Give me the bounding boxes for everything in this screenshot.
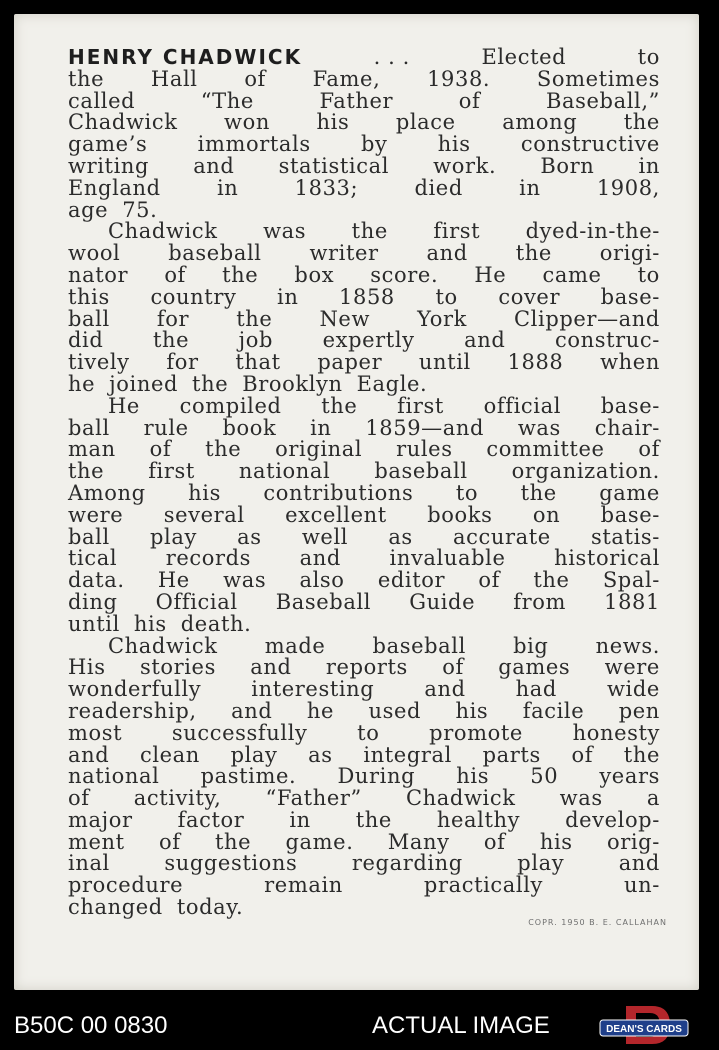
- text-line: [68, 570, 660, 592]
- text-word: promote: [429, 720, 523, 745]
- text-word: 1938.: [427, 66, 491, 91]
- text-word: the: [236, 306, 273, 331]
- actual-image-label: ACTUAL IMAGE: [372, 1012, 550, 1039]
- text-line: [68, 330, 660, 352]
- text-word: Eagle.: [356, 371, 428, 396]
- text-word: York: [417, 306, 467, 331]
- text-word: the: [192, 371, 229, 396]
- text-word: rules: [396, 437, 453, 462]
- text-line: [68, 439, 660, 461]
- text-word: national: [68, 764, 160, 789]
- text-word: orig-: [606, 829, 660, 854]
- text-word: games: [498, 655, 571, 680]
- text-word: the: [68, 66, 105, 91]
- text-word: honesty: [572, 720, 660, 745]
- text-word: died: [414, 175, 463, 200]
- text-word: inal: [68, 851, 110, 876]
- text-word: game.: [285, 829, 354, 854]
- text-word: During: [337, 764, 416, 789]
- text-word: were: [68, 502, 124, 527]
- text-word: wide: [606, 677, 660, 702]
- text-word: ding: [68, 589, 118, 614]
- text-line: [68, 197, 660, 222]
- text-word: first: [397, 393, 444, 418]
- text-word: “Father”: [265, 786, 362, 811]
- text-word: won: [224, 110, 270, 135]
- text-line: [68, 461, 660, 483]
- text-word: the: [623, 110, 660, 135]
- text-word: major: [68, 807, 133, 832]
- text-word: was: [263, 219, 307, 244]
- text-word: Elected: [481, 45, 567, 69]
- text-word: data.: [68, 568, 125, 593]
- text-line: [68, 66, 660, 91]
- text-word: well: [301, 524, 349, 549]
- text-word: Chadwick: [108, 219, 218, 244]
- text-word: base-: [600, 502, 660, 527]
- text-word: procedure: [68, 873, 184, 898]
- text-word: job: [238, 328, 274, 353]
- text-word: rule: [143, 415, 189, 440]
- text-word: this: [68, 284, 110, 309]
- text-word: news.: [595, 633, 660, 658]
- text-word: stories: [139, 655, 216, 680]
- text-word: the: [321, 393, 358, 418]
- text-line: [68, 352, 660, 374]
- text-word: most: [68, 720, 123, 745]
- text-word: statistical: [278, 153, 390, 178]
- text-word: to: [637, 262, 660, 287]
- subject-name: HENRY CHADWICK: [68, 45, 303, 69]
- text-word: the: [68, 459, 105, 484]
- text-word: ment: [68, 829, 125, 854]
- text-word: in: [289, 807, 311, 832]
- text-word: as: [237, 524, 262, 549]
- card-id-label: B50C 00 0830: [14, 1012, 168, 1039]
- text-word: 1858: [339, 284, 395, 309]
- text-word: editor: [377, 568, 446, 593]
- text-word: Father: [319, 88, 394, 113]
- text-word: the: [205, 437, 242, 462]
- text-word: writing: [68, 153, 150, 178]
- text-word: 1833;: [294, 175, 359, 200]
- text-word: used: [368, 698, 422, 723]
- text-line: [68, 766, 660, 788]
- text-line: [68, 175, 660, 200]
- text-word: from: [513, 589, 566, 614]
- text-word: of: [478, 568, 501, 593]
- text-word: to: [357, 720, 380, 745]
- text-word: were: [604, 655, 660, 680]
- text-word: national: [238, 459, 331, 484]
- text-word: first: [148, 459, 195, 484]
- text-line: [68, 371, 660, 396]
- text-line: [68, 415, 660, 440]
- text-word: practically: [423, 873, 544, 898]
- text-word: Sometimes: [536, 66, 660, 91]
- text-word: pen: [618, 698, 660, 723]
- text-word: country: [150, 284, 237, 309]
- text-word: of: [442, 655, 464, 680]
- text-word: he: [68, 371, 96, 396]
- text-word: committee: [486, 437, 605, 462]
- text-word: a: [646, 786, 660, 811]
- text-word: clean: [139, 742, 200, 767]
- text-word: as: [388, 524, 413, 549]
- text-line: [68, 720, 660, 745]
- text-line: [68, 657, 660, 679]
- text-line: [68, 742, 660, 767]
- text-word: healthy: [436, 807, 521, 832]
- text-word: changed: [68, 895, 163, 920]
- text-word: also: [299, 568, 345, 593]
- text-word: excellent: [285, 502, 387, 527]
- text-word: baseball: [374, 459, 468, 484]
- text-word: ball: [68, 524, 110, 549]
- text-word: for: [166, 350, 199, 375]
- text-word: to: [435, 284, 458, 309]
- text-word: of: [149, 437, 172, 462]
- text-word: joined: [109, 371, 179, 396]
- text-word: contributions: [263, 480, 414, 505]
- text-word: writer: [309, 241, 379, 266]
- text-word: Official: [155, 589, 238, 614]
- text-word: immortals: [197, 132, 311, 157]
- text-word: 50: [530, 764, 559, 789]
- text-line: [68, 679, 660, 701]
- text-line: [68, 221, 660, 243]
- text-word: of: [483, 829, 506, 854]
- text-word: Born: [540, 153, 595, 178]
- text-word: Brooklyn: [242, 371, 343, 396]
- text-word: had: [515, 677, 557, 702]
- text-word: organization.: [511, 459, 660, 484]
- text-word: New: [319, 306, 371, 331]
- text-word: the: [515, 241, 552, 266]
- text-line: [68, 393, 660, 418]
- text-word: suggestions: [164, 851, 298, 876]
- text-word: when: [600, 350, 660, 375]
- text-line: [68, 134, 660, 156]
- text-line: [68, 153, 660, 178]
- text-word: develop-: [565, 807, 660, 832]
- listing-footer: [0, 1002, 719, 1050]
- text-word: 1888: [507, 350, 564, 375]
- text-word: the: [351, 219, 388, 244]
- text-word: on: [532, 502, 561, 527]
- text-word: Baseball: [275, 589, 372, 614]
- text-word: base-: [600, 393, 660, 418]
- text-word: compiled: [179, 393, 282, 418]
- text-word: 1881: [604, 589, 660, 614]
- text-line: [68, 875, 660, 897]
- text-line: [68, 524, 660, 549]
- text-word: “The: [200, 88, 254, 113]
- text-word: historical: [554, 546, 660, 571]
- text-word: nator: [68, 262, 129, 287]
- text-line: [68, 306, 660, 331]
- text-word: Baseball,”: [546, 88, 660, 113]
- text-line: [68, 262, 660, 287]
- text-word: the: [520, 480, 557, 505]
- text-word: that: [235, 350, 281, 375]
- text-line: [68, 502, 660, 527]
- text-word: until: [418, 350, 471, 375]
- text-word: His: [68, 655, 106, 680]
- text-word: several: [163, 502, 245, 527]
- text-word: official: [483, 393, 562, 418]
- text-line: [68, 788, 660, 810]
- text-line: [68, 548, 660, 570]
- text-line: [68, 829, 660, 854]
- text-word: baseball: [168, 241, 262, 266]
- text-word: Clipper—and: [514, 306, 660, 331]
- text-word: box: [294, 262, 335, 287]
- text-word: un-: [624, 873, 660, 898]
- text-word: readership,: [68, 698, 197, 723]
- text-word: was: [559, 786, 603, 811]
- deans-cards-logo: [598, 1004, 690, 1046]
- text-word: today.: [176, 895, 244, 920]
- text-word: wool: [68, 241, 121, 266]
- text-word: made: [264, 633, 326, 658]
- text-word: He: [157, 568, 190, 593]
- text-word: in: [310, 415, 332, 440]
- text-word: Chadwick: [108, 633, 218, 658]
- text-word: to: [637, 45, 660, 69]
- text-word: was: [517, 415, 561, 440]
- text-word: came: [542, 262, 602, 287]
- text-word: his: [437, 132, 471, 157]
- text-word: and: [193, 153, 235, 178]
- text-word: regarding: [351, 851, 463, 876]
- text-line: [68, 284, 660, 309]
- text-word: expertly: [322, 328, 415, 353]
- text-word: place: [395, 110, 456, 135]
- text-word: Chadwick: [405, 786, 516, 811]
- text-word: he: [306, 698, 334, 723]
- text-word: his: [539, 829, 573, 854]
- text-line: [68, 897, 660, 919]
- text-word: of: [571, 742, 594, 767]
- text-word: baseball: [372, 633, 466, 658]
- text-word: to: [455, 480, 479, 505]
- text-word: pastime.: [200, 764, 297, 789]
- text-word: Among: [68, 480, 146, 505]
- text-word: in: [519, 175, 541, 200]
- text-word: his: [316, 110, 350, 135]
- card-back: [14, 14, 699, 990]
- text-word: of: [638, 437, 660, 462]
- text-word: He: [108, 393, 140, 418]
- text-word: Hall: [150, 66, 198, 91]
- text-word: 1908,: [596, 175, 660, 200]
- text-word: his: [133, 611, 167, 636]
- text-word: his: [455, 698, 489, 723]
- text-word: ball: [68, 306, 110, 331]
- text-word: original: [275, 437, 363, 462]
- text-word: in: [277, 284, 299, 309]
- text-word: game: [599, 480, 660, 505]
- text-word: Spal-: [602, 568, 660, 593]
- text-word: called: [68, 88, 136, 113]
- text-word: man: [68, 437, 116, 462]
- text-word: facile: [522, 698, 585, 723]
- text-word: the: [533, 568, 570, 593]
- text-line: [68, 698, 660, 723]
- text-word: and: [250, 655, 292, 680]
- text-word: in: [638, 153, 660, 178]
- text-word: for: [156, 306, 190, 331]
- text-word: books: [427, 502, 493, 527]
- text-word: years: [599, 764, 660, 789]
- text-word: the: [623, 742, 660, 767]
- text-word: . . .: [373, 45, 410, 69]
- text-word: invaluable: [389, 546, 506, 571]
- text-line: [68, 480, 660, 505]
- text-line: [68, 853, 660, 875]
- text-word: Guide: [409, 589, 476, 614]
- text-word: tical: [68, 546, 118, 571]
- text-word: big: [513, 633, 549, 658]
- text-line: [68, 611, 660, 636]
- text-word: constructive: [520, 132, 660, 157]
- text-word: the: [222, 262, 259, 287]
- text-word: the: [355, 807, 392, 832]
- text-word: and: [231, 698, 273, 723]
- text-word: parts: [482, 742, 541, 767]
- text-word: by: [360, 132, 388, 157]
- logo-text: DEAN'S CARDS: [606, 1024, 682, 1035]
- text-word: records: [165, 546, 252, 571]
- text-word: among: [502, 110, 578, 135]
- text-word: first: [433, 219, 481, 244]
- text-word: and: [299, 546, 341, 571]
- text-word: was: [223, 568, 267, 593]
- text-word: of: [458, 88, 481, 113]
- text-word: of: [159, 829, 181, 854]
- text-word: 75.: [122, 197, 158, 222]
- text-word: his: [456, 764, 490, 789]
- text-word: dyed-in-the-: [525, 219, 660, 244]
- text-word: accurate: [453, 524, 551, 549]
- text-word: integral: [363, 742, 452, 767]
- text-word: chair-: [594, 415, 660, 440]
- text-word: remain: [264, 873, 343, 898]
- text-word: wonderfully: [68, 677, 202, 702]
- text-line: [68, 589, 660, 614]
- text-word: Many: [387, 829, 450, 854]
- text-line: [68, 88, 660, 113]
- text-word: activity,: [133, 786, 222, 811]
- text-word: play: [230, 742, 278, 767]
- text-word: base-: [600, 284, 660, 309]
- text-word: successfully: [171, 720, 308, 745]
- text-word: ball: [68, 415, 110, 440]
- text-word: age: [68, 197, 109, 222]
- text-word: work.: [433, 153, 497, 178]
- text-word: the: [152, 328, 190, 353]
- text-word: of: [164, 262, 186, 287]
- text-word: his: [188, 480, 221, 505]
- text-word: book: [222, 415, 277, 440]
- text-word: and: [618, 851, 660, 876]
- text-word: did: [68, 328, 104, 353]
- text-word: score.: [370, 262, 439, 287]
- text-word: origi-: [599, 241, 660, 266]
- text-word: the: [214, 829, 252, 854]
- text-word: until: [68, 611, 120, 636]
- text-word: and: [426, 241, 468, 266]
- text-word: and: [464, 328, 506, 353]
- text-word: factor: [177, 807, 245, 832]
- text-word: interesting: [251, 677, 375, 702]
- text-line: [68, 47, 660, 69]
- text-line: [68, 112, 660, 134]
- text-word: play: [150, 524, 197, 549]
- text-word: as: [308, 742, 333, 767]
- text-word: 1859—and: [365, 415, 485, 440]
- text-word: construc-: [554, 328, 660, 353]
- text-word: play: [517, 851, 565, 876]
- text-line: [68, 633, 660, 658]
- text-word: Fame,: [312, 66, 381, 91]
- text-word: He: [474, 262, 507, 287]
- text-word: game’s: [68, 132, 148, 157]
- biography-text: [68, 47, 660, 919]
- text-word: and: [68, 742, 110, 767]
- text-word: in: [216, 175, 239, 200]
- text-word: Chadwick: [68, 110, 178, 135]
- text-word: England: [68, 175, 161, 200]
- text-word: tively: [68, 350, 130, 375]
- text-word: paper: [317, 350, 383, 375]
- text-word: statis-: [591, 524, 660, 549]
- copyright-notice: COPR. 1950 B. E. CALLAHAN: [528, 918, 667, 927]
- text-word: of: [244, 66, 266, 91]
- text-word: and: [424, 677, 466, 702]
- text-word: death.: [180, 611, 252, 636]
- text-word: reports: [325, 655, 408, 680]
- text-line: [68, 243, 660, 265]
- text-line: [68, 807, 660, 832]
- text-word: of: [68, 786, 90, 811]
- text-word: cover: [498, 284, 561, 309]
